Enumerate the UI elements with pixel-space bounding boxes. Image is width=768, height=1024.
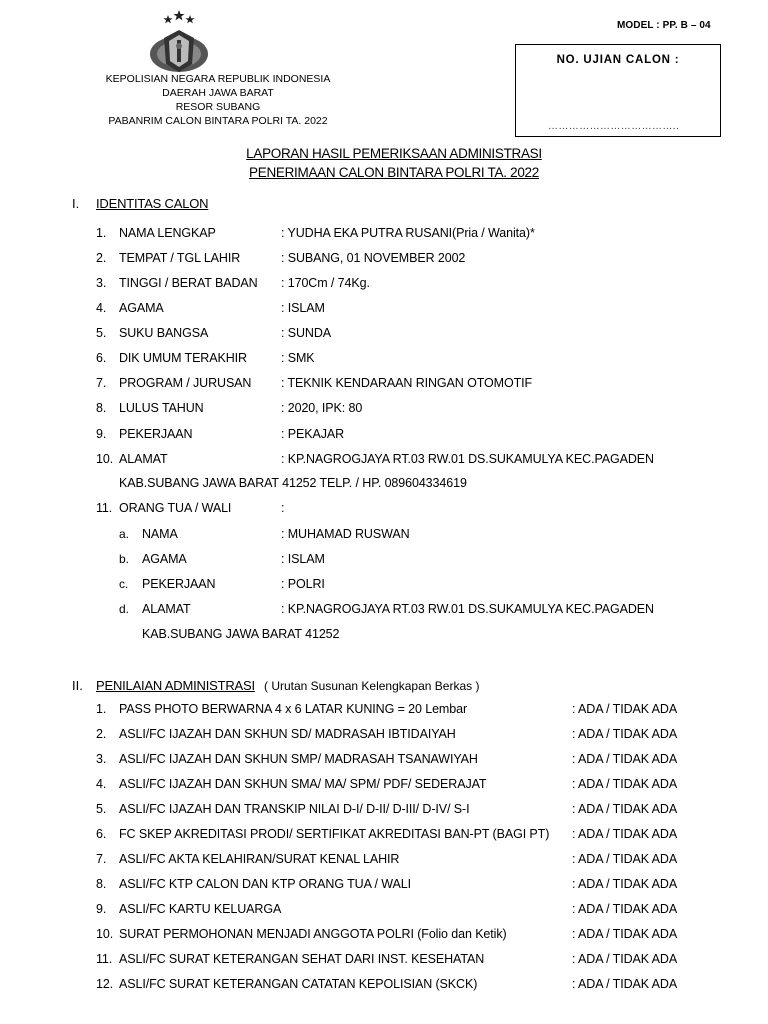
subitem-letter: c. bbox=[119, 577, 129, 591]
item-label: ORANG TUA / WALI bbox=[119, 501, 232, 515]
item-label: PEKERJAAN bbox=[119, 427, 193, 441]
item-label: AGAMA bbox=[119, 301, 164, 315]
item-label: FC SKEP AKREDITASI PRODI/ SERTIFIKAT AKREDITASI BAN-PT (BAGI PT) bbox=[119, 827, 550, 841]
item-value: : 2020, IPK: 80 bbox=[281, 401, 363, 415]
item-value: : PEKAJAR bbox=[281, 427, 345, 441]
item-status: : ADA / TIDAK ADA bbox=[572, 902, 678, 916]
item-label: SURAT PERMOHONAN MENJADI ANGGOTA POLRI (Folio dan Ketik) bbox=[119, 927, 507, 941]
subitem-value: : ISLAM bbox=[281, 552, 325, 566]
item-number: 10. bbox=[96, 927, 114, 941]
section-note: ( Urutan Susunan Kelengkapan Berkas ) bbox=[264, 679, 480, 693]
item-number: 1. bbox=[96, 702, 107, 716]
police-emblem-icon bbox=[146, 10, 212, 76]
item-status: : ADA / TIDAK ADA bbox=[572, 752, 678, 766]
item-value: : TEKNIK KENDARAAN RINGAN OTOMOTIF bbox=[281, 376, 533, 390]
item-number: 6. bbox=[96, 827, 107, 841]
item-label: ASLI/FC IJAZAH DAN SKHUN SMP/ MADRASAH TSANAWIYAH bbox=[119, 752, 478, 766]
item-status: : ADA / TIDAK ADA bbox=[572, 977, 678, 991]
exam-number-label: NO. UJIAN CALON : bbox=[556, 54, 680, 66]
item-status: : ADA / TIDAK ADA bbox=[572, 777, 678, 791]
item-value: : 170Cm / 74Kg. bbox=[281, 276, 370, 290]
item-number: 5. bbox=[96, 802, 107, 816]
item-label: ALAMAT bbox=[119, 452, 168, 466]
item-status: : ADA / TIDAK ADA bbox=[572, 827, 678, 841]
item-value: : bbox=[281, 501, 285, 515]
subitem-value: : KP.NAGROGJAYA RT.03 RW.01 DS.SUKAMULYA KEC.PAGADEN bbox=[281, 602, 654, 616]
item-status: : ADA / TIDAK ADA bbox=[572, 802, 678, 816]
exam-number-box bbox=[515, 44, 721, 137]
org-line: RESOR SUBANG bbox=[175, 101, 261, 113]
item-number: 1. bbox=[96, 226, 107, 240]
item-value: : SMK bbox=[281, 351, 315, 365]
item-label: ASLI/FC SURAT KETERANGAN CATATAN KEPOLISIAN (SKCK) bbox=[119, 977, 478, 991]
item-status: : ADA / TIDAK ADA bbox=[572, 702, 678, 716]
report-title-line1: LAPORAN HASIL PEMERIKSAAN ADMINISTRASI bbox=[246, 146, 542, 161]
subitem-label: ALAMAT bbox=[142, 602, 191, 616]
org-line: PABANRIM CALON BINTARA POLRI TA. 2022 bbox=[108, 115, 328, 127]
item-value: : YUDHA EKA PUTRA RUSANI(Pria / Wanita)* bbox=[281, 226, 535, 240]
report-title-line2: PENERIMAAN CALON BINTARA POLRI TA. 2022 bbox=[249, 165, 539, 180]
item-value: : KP.NAGROGJAYA RT.03 RW.01 DS.SUKAMULYA KEC.PAGADEN bbox=[281, 452, 654, 466]
item-number: 4. bbox=[96, 777, 107, 791]
item-status: : ADA / TIDAK ADA bbox=[572, 877, 678, 891]
item-label: ASLI/FC IJAZAH DAN SKHUN SD/ MADRASAH IBTIDAIYAH bbox=[119, 727, 456, 741]
item-label: ASLI/FC KARTU KELUARGA bbox=[119, 902, 282, 916]
item-value: : SUBANG, 01 NOVEMBER 2002 bbox=[281, 251, 466, 265]
item-number: 4. bbox=[96, 301, 107, 315]
exam-number-blank: ……………………………….. bbox=[548, 121, 680, 132]
item-number: 2. bbox=[96, 251, 107, 265]
subitem-value: : MUHAMAD RUSWAN bbox=[281, 527, 410, 541]
item-number: 7. bbox=[96, 852, 107, 866]
item-label: TINGGI / BERAT BADAN bbox=[119, 276, 258, 290]
item-number: 11. bbox=[96, 952, 113, 966]
item-label: DIK UMUM TERAKHIR bbox=[119, 351, 247, 365]
item-status: : ADA / TIDAK ADA bbox=[572, 727, 678, 741]
item-number: 3. bbox=[96, 276, 107, 290]
item-label: ASLI/FC AKTA KELAHIRAN/SURAT KENAL LAHIR bbox=[119, 852, 400, 866]
section-number: I. bbox=[72, 196, 80, 211]
item-status: : ADA / TIDAK ADA bbox=[572, 952, 678, 966]
subitem-value: : POLRI bbox=[281, 577, 325, 591]
item-label: ASLI/FC IJAZAH DAN TRANSKIP NILAI D-I/ D-II/ D-III/ D-IV/ S-I bbox=[119, 802, 470, 816]
item-label: ASLI/FC KTP CALON DAN KTP ORANG TUA / WALI bbox=[119, 877, 411, 891]
item-number: 11. bbox=[96, 501, 113, 515]
address-continuation: KAB.SUBANG JAWA BARAT 41252 TELP. / HP. 089604334619 bbox=[119, 476, 467, 490]
item-label: SUKU BANGSA bbox=[119, 326, 209, 340]
item-label: TEMPAT / TGL LAHIR bbox=[119, 251, 241, 265]
org-line: DAERAH JAWA BARAT bbox=[162, 87, 274, 99]
subitem-letter: b. bbox=[119, 552, 129, 566]
item-value: : ISLAM bbox=[281, 301, 325, 315]
item-label: LULUS TAHUN bbox=[119, 401, 204, 415]
item-number: 9. bbox=[96, 427, 107, 441]
item-value: : SUNDA bbox=[281, 326, 332, 340]
item-label: ASLI/FC SURAT KETERANGAN SEHAT DARI INST. KESEHATAN bbox=[119, 952, 485, 966]
item-number: 12. bbox=[96, 977, 114, 991]
item-status: : ADA / TIDAK ADA bbox=[572, 852, 678, 866]
model-code: MODEL : PP. B – 04 bbox=[617, 20, 711, 31]
section-title: PENILAIAN ADMINISTRASI bbox=[96, 678, 255, 693]
item-number: 6. bbox=[96, 351, 107, 365]
org-line: KEPOLISIAN NEGARA REPUBLIK INDONESIA bbox=[105, 73, 331, 85]
organization-block bbox=[70, 72, 366, 128]
subitem-letter: a. bbox=[119, 527, 129, 541]
subitem-letter: d. bbox=[119, 602, 129, 616]
item-label: ASLI/FC IJAZAH DAN SKHUN SMA/ MA/ SPM/ PDF/ SEDERAJAT bbox=[119, 777, 487, 791]
item-number: 2. bbox=[96, 727, 107, 741]
item-number: 5. bbox=[96, 326, 107, 340]
item-label: NAMA LENGKAP bbox=[119, 226, 216, 240]
item-number: 10. bbox=[96, 452, 114, 466]
subitem-label: PEKERJAAN bbox=[142, 577, 216, 591]
guardian-address-continuation: KAB.SUBANG JAWA BARAT 41252 bbox=[142, 627, 340, 641]
item-number: 8. bbox=[96, 401, 107, 415]
item-status: : ADA / TIDAK ADA bbox=[572, 927, 678, 941]
item-number: 7. bbox=[96, 376, 107, 390]
subitem-label: NAMA bbox=[142, 527, 178, 541]
item-label: PROGRAM / JURUSAN bbox=[119, 376, 252, 390]
section-title: IDENTITAS CALON bbox=[96, 196, 209, 211]
item-number: 9. bbox=[96, 902, 107, 916]
item-number: 8. bbox=[96, 877, 107, 891]
section-number: II. bbox=[72, 678, 83, 693]
item-number: 3. bbox=[96, 752, 107, 766]
item-label: PASS PHOTO BERWARNA 4 x 6 LATAR KUNING = 20 Lembar bbox=[119, 702, 468, 716]
subitem-label: AGAMA bbox=[142, 552, 187, 566]
